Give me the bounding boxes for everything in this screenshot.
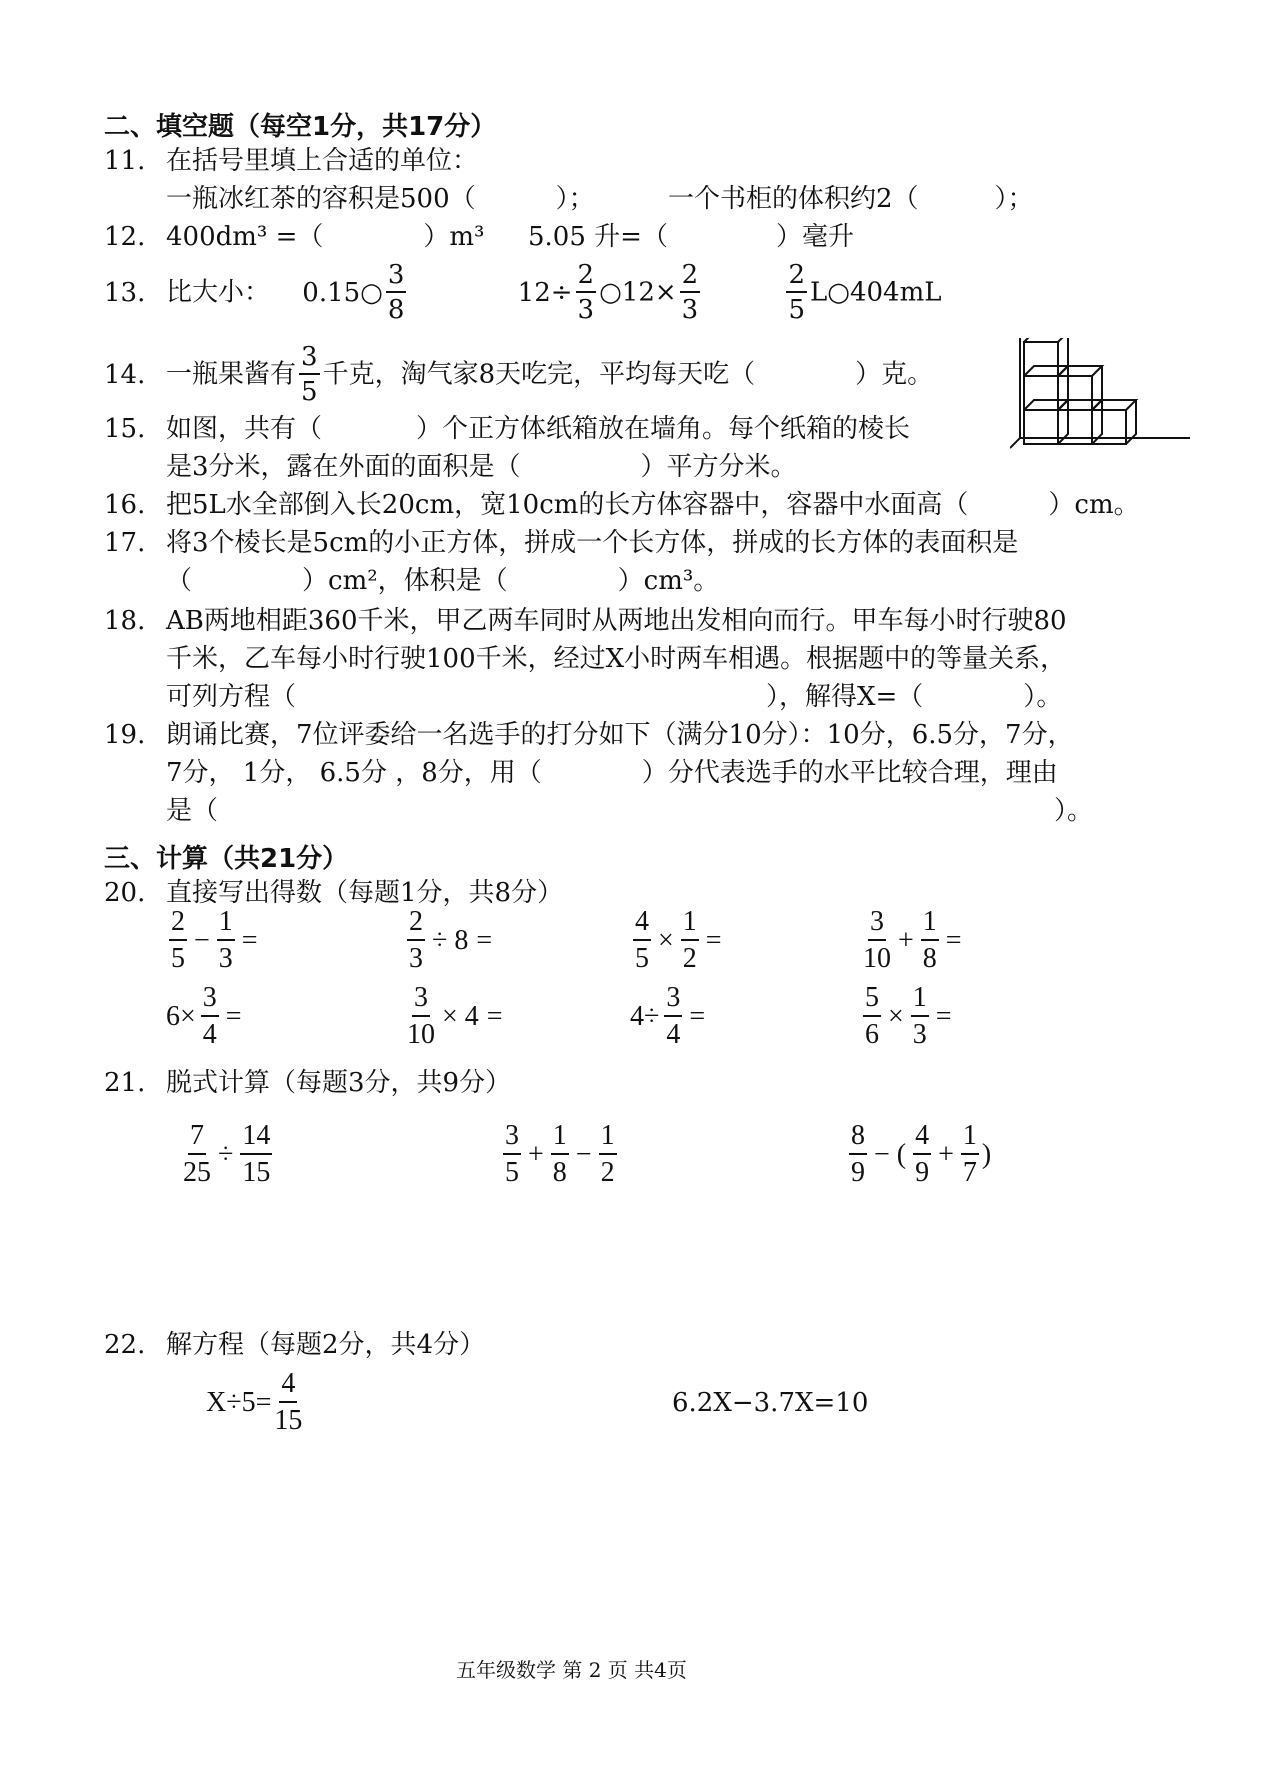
question-text: 一个书柜的体积约2（ — [668, 184, 919, 214]
direct-calc-item — [860, 984, 956, 1049]
fraction: $\frac{3}{4}$ — [666, 982, 681, 1050]
compare-expression: 12÷ — [517, 277, 573, 308]
question-number: 21. — [104, 1068, 146, 1098]
question-11-part-b — [668, 184, 1034, 214]
question-19-line-2 — [166, 758, 1058, 788]
fraction: $\frac{3}{5}$ — [505, 1120, 519, 1188]
question-number: 14. — [104, 359, 146, 390]
question-12 — [104, 222, 484, 252]
question-20 — [104, 878, 563, 908]
equation-1 — [206, 1370, 305, 1435]
question-number: 20. — [104, 878, 146, 908]
compare-expression: ○12× — [599, 277, 677, 308]
fraction: $\frac{5}{6}$ — [865, 982, 879, 1050]
operator: − — [194, 924, 210, 956]
fraction: $\frac{8}{9}$ — [851, 1120, 865, 1188]
equals-sign: = — [486, 1000, 503, 1032]
equals-sign: = — [705, 924, 722, 956]
direct-calc-item — [404, 908, 496, 973]
equation-2: 6.2X−3.7X=10 — [672, 1388, 869, 1418]
question-text: 一瓶果酱有 — [166, 359, 297, 390]
direct-calc-item — [860, 908, 966, 973]
question-number: 12. — [104, 222, 146, 252]
fraction: $\frac{14}{15}$ — [242, 1120, 271, 1188]
section-heading-fill-in: 二、填空题（每空1分，共17分） — [104, 112, 497, 142]
direct-calc-item — [166, 908, 262, 973]
question-11-part-a — [166, 184, 595, 214]
fraction: $\frac{1}{3}$ — [218, 906, 233, 974]
question-text: ）分代表选手的水平比较合理，理由 — [641, 758, 1058, 788]
question-text: 解方程（每题2分，共4分） — [166, 1330, 486, 1360]
wall-corner-lines — [1010, 338, 1190, 448]
question-number: 19. — [104, 720, 146, 750]
fraction: $\frac{1}{8}$ — [552, 1120, 567, 1188]
question-16 — [104, 490, 1140, 520]
operator: + — [898, 924, 914, 956]
question-13 — [104, 262, 942, 323]
question-text: ），解得X=（ — [766, 682, 924, 712]
fraction: $\frac{2}{3}$ — [409, 906, 423, 974]
question-text: （ — [166, 566, 193, 596]
equals-sign: = — [225, 1000, 242, 1032]
operator: + — [528, 1138, 544, 1170]
question-15-line-2 — [166, 452, 797, 482]
question-22 — [104, 1330, 485, 1360]
cube-stack-figure — [1010, 338, 1190, 478]
question-text: ）个正方体纸箱放在墙角。每个纸箱的棱长 — [416, 414, 911, 444]
fraction: $\frac{3}{4}$ — [202, 982, 217, 1050]
fraction: $\frac{2}{3}$ — [681, 260, 699, 325]
question-19-line-3 — [166, 796, 1093, 826]
operator: ÷ — [218, 1138, 234, 1170]
fraction: $\frac{3}{8}$ — [387, 260, 405, 325]
fraction: $\frac{2}{5}$ — [171, 906, 185, 974]
question-text: ）cm²，体积是（ — [302, 566, 508, 596]
question-number: 15. — [104, 414, 146, 444]
operator: × — [658, 924, 674, 956]
question-19 — [104, 720, 1074, 750]
question-text: ）。 — [1023, 682, 1063, 712]
question-18-line-2 — [166, 644, 1066, 674]
operator: − ( — [874, 1138, 907, 1170]
question-number: 11. — [104, 146, 146, 176]
question-number: 13. — [104, 277, 146, 308]
operator: 4÷ — [630, 1000, 660, 1032]
question-text: 7分， 1分， 6.5分 ，8分，用（ — [166, 758, 542, 788]
question-number: 22. — [104, 1330, 146, 1360]
question-text: 可列方程（ — [166, 682, 297, 712]
equals-sign: = — [689, 1000, 706, 1032]
operator: × 4 — [442, 1000, 479, 1032]
fraction: $\frac{1}{8}$ — [922, 906, 937, 974]
question-text: AB两地相距360千米，甲乙两车同时从两地出发相向而行。甲车每小时行驶80 — [166, 606, 1067, 636]
question-number: 18. — [104, 606, 146, 636]
operator: ) — [981, 1138, 992, 1170]
equals-sign: = — [476, 924, 493, 956]
question-text: ）毫升 — [775, 222, 854, 252]
question-text: 是3分米，露在外面的面积是（ — [166, 452, 521, 482]
fraction: $\frac{3}{10}$ — [407, 982, 435, 1050]
question-11 — [104, 146, 478, 176]
question-text: ）； — [555, 184, 595, 214]
equals-sign: = — [945, 924, 962, 956]
question-text: 一瓶冰红茶的容积是500（ — [166, 184, 476, 214]
section-heading-calculation: 三、计算（共21分） — [104, 844, 349, 874]
fraction: $\frac{2}{5}$ — [788, 260, 806, 325]
compare-expression: L○404mL — [810, 277, 942, 308]
operator: − — [575, 1138, 592, 1170]
fraction: $\frac{1}{3}$ — [912, 982, 927, 1050]
fraction: $\frac{1}{2}$ — [682, 906, 697, 974]
step-calc-1 — [180, 1122, 275, 1187]
fraction: $\frac{1}{2}$ — [600, 1120, 615, 1188]
fraction: $\frac{4}{5}$ — [635, 906, 649, 974]
direct-calc-item — [166, 984, 246, 1049]
question-text: 是（ — [166, 796, 219, 826]
operator: + — [938, 1138, 954, 1170]
fraction: $\frac{7}{25}$ — [183, 1120, 211, 1188]
question-text: 如图，共有（ — [166, 414, 323, 444]
fraction: $\frac{3}{5}$ — [301, 342, 318, 407]
question-text: 将3个棱长是5cm的小正方体，拼成一个长方体，拼成的长方体的表面积是 — [166, 528, 1019, 558]
question-17-line-2 — [166, 566, 719, 596]
equation-text: X÷5= — [206, 1386, 272, 1418]
equals-sign: = — [241, 924, 258, 956]
question-text: 5.05 升=（ — [528, 222, 668, 252]
question-text: ）； — [994, 184, 1034, 214]
step-calc-3 — [846, 1122, 991, 1187]
operator: ÷ 8 — [432, 924, 469, 956]
fraction: $\frac{4}{15}$ — [274, 1368, 303, 1436]
question-text: 比大小： — [166, 277, 271, 308]
question-text: 400dm³ =（ — [166, 222, 324, 252]
step-calc-2 — [500, 1122, 620, 1187]
question-17 — [104, 528, 1018, 558]
question-text: ）m³ — [423, 222, 485, 252]
question-text: 把5L水全部倒入长20cm，宽10cm的长方体容器中，容器中水面高（ — [166, 490, 969, 520]
fraction: $\frac{1}{7}$ — [962, 1120, 977, 1188]
operator: × — [888, 1000, 904, 1032]
fraction: $\frac{4}{9}$ — [915, 1120, 930, 1188]
question-number: 17. — [104, 528, 146, 558]
question-text: ）平方分米。 — [640, 452, 797, 482]
question-21 — [104, 1068, 511, 1098]
page-footer: 五年级数学 第 2 页 共4页 — [456, 1658, 687, 1682]
direct-calc-item — [630, 908, 726, 973]
question-text: ）cm³。 — [617, 566, 720, 596]
question-text: 朗诵比赛，7位评委给一名选手的打分如下（满分10分）：10分，6.5分，7分， — [166, 720, 1074, 750]
question-15 — [104, 414, 910, 444]
compare-expression: 0.15○ — [302, 277, 383, 308]
question-text: ）cm。 — [1048, 490, 1140, 520]
question-14 — [104, 344, 933, 405]
operator: 6× — [166, 1000, 196, 1032]
direct-calc-item — [404, 984, 507, 1049]
fraction: $\frac{3}{10}$ — [863, 906, 891, 974]
fraction: $\frac{2}{3}$ — [577, 260, 595, 325]
question-text: 脱式计算（每题3分，共9分） — [166, 1068, 512, 1098]
question-text: 千米，乙车每小时行驶100千米，经过X小时两车相遇。根据题中的等量关系， — [166, 644, 1067, 674]
equals-sign: = — [935, 1000, 952, 1032]
question-text: ）克。 — [855, 359, 934, 390]
question-number: 16. — [104, 490, 146, 520]
question-18-line-3 — [166, 682, 1062, 712]
direct-calc-item — [630, 984, 709, 1049]
question-18 — [104, 606, 1067, 636]
question-12-part-b — [528, 222, 854, 252]
question-text: ）。 — [1054, 796, 1094, 826]
question-text: 直接写出得数（每题1分，共8分） — [166, 878, 564, 908]
question-text: 在括号里填上合适的单位： — [166, 146, 479, 176]
question-text: 千克，淘气家8天吃完，平均每天吃（ — [322, 359, 756, 390]
